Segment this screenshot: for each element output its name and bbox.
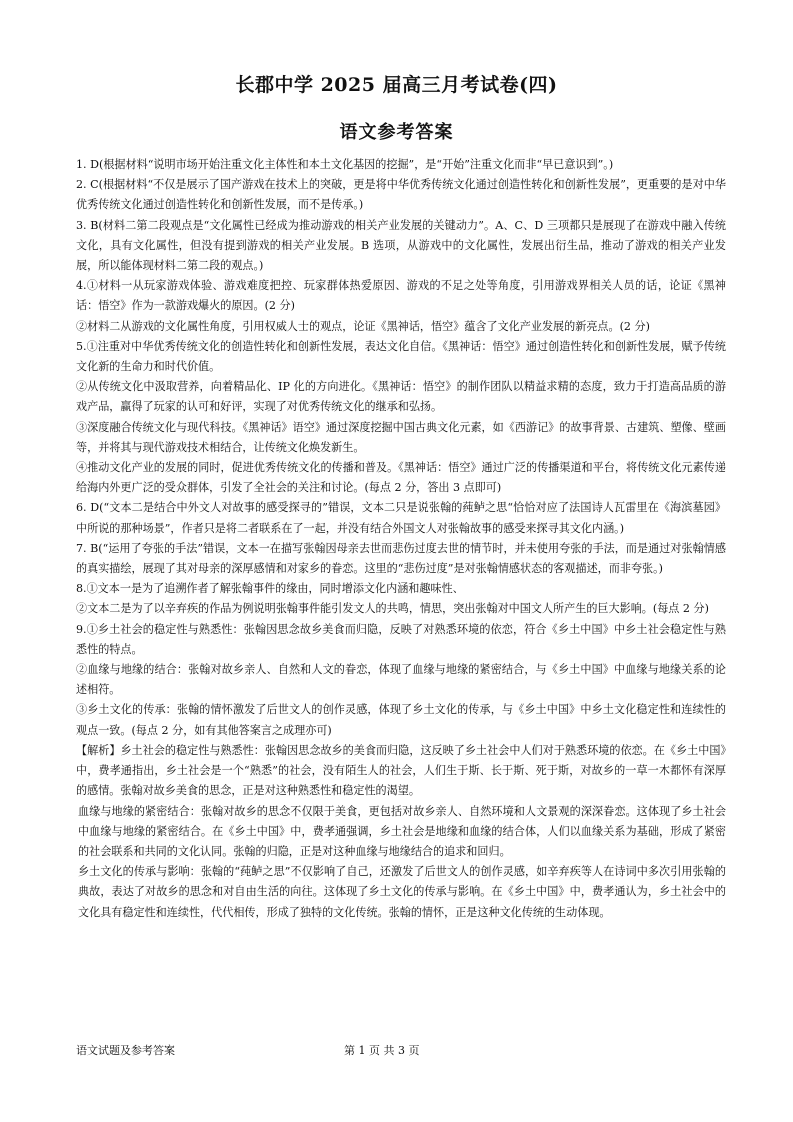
- answer-9-point-3: ③乡土文化的传承：张翰的情怀激发了后世文人的创作灵感，体现了乡土文化的传承，与《乡土中国》中乡土文化稳定性和连续性的观点一致。(每点 2 分，如有其他答案言之成理亦可): [76, 703, 726, 737]
- answer-8-point-1: 8.①文本一是为了追溯作者了解张翰事件的缘由，同时增添文化内涵和趣味性、: [76, 582, 464, 596]
- answer-5-point-4: ④推动文化产业的发展的同时，促进优秀传统文化的传播和普及。《黑神话：悟空》通过广泛的传播渠道和平台，将传统文化元素传递给海内外更广泛的受众群体，引发了全社会的关注和讨论。(每点 2 分，答出 3 点即可): [76, 461, 726, 495]
- footer-document-label: 语文试题及参考答案: [76, 1044, 175, 1057]
- answer-content: [76, 155, 726, 923]
- analysis-paragraph-3: 乡土文化的传承与影响：张翰的“莼鲈之思”不仅影响了自己，还激发了后世文人的创作灵感，如辛弃疾等人在诗词中多次引用张翰的典故，表达了对故乡的思念和对自由生活的向往。这体现了乡土文化的传承与影响。在《乡土中国》中，费孝通认为，乡土社会中的文化具有稳定性和连续性，代代相传，形成了独特的文化传统。张翰的情怀，正是这种文化传统的生动体现。: [78, 865, 726, 919]
- answer-7: 7. B(“运用了夸张的手法”错误，文本一在描写张翰因母亲去世而悲伤过度去世的情节时，并未使用夸张的手法，而是通过对张翰情感的真实描绘，展现了其对母亲的深厚感情和对家乡的眷恋。这里的“悲伤过度”是对张翰情感状态的客观描述，而非夸张。): [76, 541, 726, 576]
- answer-9-point-1: 9.①乡土社会的稳定性与熟悉性：张翰因思念故乡美食而归隐，反映了对熟悉环境的依恋，符合《乡土中国》中乡土社会稳定性与熟悉性的特点。: [76, 622, 726, 656]
- answer-5-point-1: 5.①注重对中华优秀传统文化的创造性转化和创新性发展，表达文化自信。《黑神话：悟空》通过创造性转化和创新性发展，赋予传统文化新的生命力和时代价值。: [76, 339, 726, 374]
- answer-5-point-3: ③深度融合传统文化与现代科技。《黑神话》语空》通过深度挖掘中国古典文化元素，如《西游记》的故事背景、古建筑、塑像、壁画等，并将其与现代游戏技术相结合，让传统文化焕发新生。: [76, 420, 726, 454]
- answer-8-point-2: ②文本二是为了以辛弃疾的作品为例说明张翰事件能引发文人的共鸣，情思，突出张翰对中国文人所产生的巨大影响。(每点 2 分): [76, 602, 709, 616]
- analysis-paragraph-2: 血缘与地缘的紧密结合：张翰对故乡的思念不仅限于美食，更包括对故乡亲人、自然环境和人文景观的深深眷恋。这体现了乡土社会中血缘与地缘的紧密结合。在《乡土中国》中，费孝通强调，乡土社会是地缘和血缘的结合体，人们以血缘关系为基础，形成了紧密的社会联系和共同的文化认同。张翰的归隐，正是对这种血缘与地缘结合的追求和回归。: [78, 804, 726, 858]
- analysis-paragraph-1: 【解析】乡土社会的稳定性与熟悉性：张翰因思念故乡的美食而归隐，这反映了乡土社会中人们对于熟悉环境的依恋。在《乡土中国》中，费孝通指出，乡土社会是一个“熟悉”的社会，没有陌生人的社会，人们生于斯、长于斯、死于斯，对故乡的一草一木都怀有深厚的感情。张翰对故乡美食的思念，正是对这种熟悉性和稳定性的渴望。: [76, 743, 726, 798]
- answer-4-point-1: 4.①材料一从玩家游戏体验、游戏难度把控、玩家群体热爱原因、游戏的不足之处等角度，引用游戏界相关人员的话，论证《黑神话：悟空》作为一款游戏爆火的原因。(2 分): [76, 279, 726, 313]
- answer-1: 1. D(根据材料“说明市场开始注重文化主体性和本土文化基因的挖掘”，是“开始”注重文化而非“早已意识到”。): [76, 158, 614, 171]
- answer-4-point-2: ②材料二从游戏的文化属性角度，引用权威人士的观点，论证《黑神话，悟空》蕴含了文化产业发展的新亮点。(2 分): [76, 319, 650, 333]
- answer-2: 2. C(根据材料“不仅是展示了国产游戏在技术上的突破，更是将中华优秀传统文化通过创造性转化和创新性发展”，更重要的是对中华优秀传统文化通过创造性转化和创新性发展，而不是传承。): [76, 178, 726, 212]
- answer-3: 3. B(材料二第二段观点是“文化属性已经成为推动游戏的相关产业发展的关键动力”。A、C、D 三项都只是展现了在游戏中融入传统文化，具有文化属性，但没有提到游戏的相关产业发展。B 选项，从游戏中的文化属性，发展出衍生品，推动了游戏的相关产业发展，所以能体现材料二第二段的观点。): [76, 218, 726, 273]
- page-number: 第 1 页 共 3 页: [344, 1044, 420, 1057]
- answer-9-point-2: ②血缘与地缘的结合：张翰对故乡亲人、自然和人文的眷恋，体现了血缘与地缘的紧密结合，与《乡土中国》中血缘与地缘关系的论述相符。: [76, 663, 726, 697]
- document-subtitle: 语文参考答案: [339, 122, 454, 143]
- answer-6: 6. D(“文本二是结合中外文人对故事的感受探寻的”错误，文本二只是说张翰的莼鲈之思“恰恰对应了法国诗人瓦雷里在《海滨墓园》中所说的那种场景”，作者只是将二者联系在了一起，并没有结合外国文人对张翰故事的感受来探寻其文化内涵。): [76, 501, 726, 535]
- document-title: 长郡中学 2025 届高三月考试卷(四): [235, 74, 558, 96]
- answer-5-point-2: ②从传统文化中汲取营养，向着精品化、IP 化的方向进化。《黑神话：悟空》的制作团队以精益求精的态度，致力于打造高品质的游戏产品，赢得了玩家的认可和好评，实现了对优秀传统文化的继承和弘扬。: [76, 380, 726, 414]
